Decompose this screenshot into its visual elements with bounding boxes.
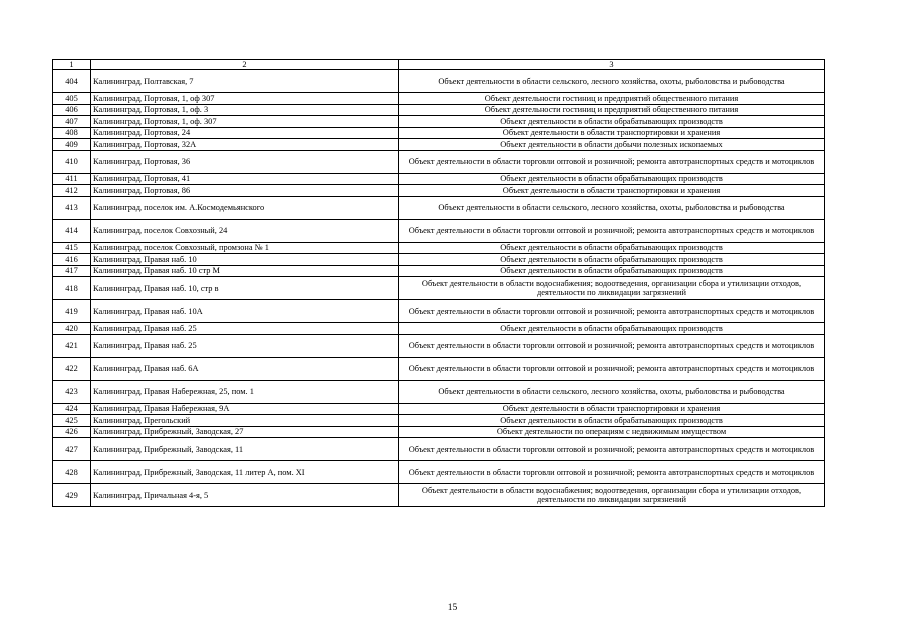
row-activity: Объект деятельности в области торговли оптовой и розничной; ремонта автотранспортных средств и мотоциклов — [399, 357, 825, 380]
table-row — [53, 242, 825, 254]
row-number: 418 — [53, 277, 91, 300]
table-row — [53, 116, 825, 128]
row-number: 412 — [53, 185, 91, 197]
table-row — [53, 461, 825, 484]
row-activity: Объект деятельности гостиниц и предприятий общественного питания — [399, 93, 825, 105]
row-activity: Объект деятельности в области торговли оптовой и розничной; ремонта автотранспортных средств и мотоциклов — [399, 219, 825, 242]
row-number: 416 — [53, 254, 91, 266]
row-number: 404 — [53, 70, 91, 93]
registry-table-body — [53, 60, 825, 507]
row-activity: Объект деятельности в области транспортировки и хранения — [399, 127, 825, 139]
row-number: 428 — [53, 461, 91, 484]
row-number: 405 — [53, 93, 91, 105]
row-activity: Объект деятельности в области обрабатывающих производств — [399, 116, 825, 128]
row-activity: Объект деятельности в области торговли оптовой и розничной; ремонта автотранспортных средств и мотоциклов — [399, 334, 825, 357]
row-activity: Объект деятельности в области транспортировки и хранения — [399, 403, 825, 415]
row-number: 411 — [53, 173, 91, 185]
row-number: 417 — [53, 265, 91, 277]
row-activity: Объект деятельности в области торговли оптовой и розничной; ремонта автотранспортных средств и мотоциклов — [399, 461, 825, 484]
table-row — [53, 254, 825, 266]
row-activity: Объект деятельности в области обрабатывающих производств — [399, 254, 825, 266]
row-activity: Объект деятельности в области сельского, лесного хозяйства, охоты, рыболовства и рыбоводства — [399, 380, 825, 403]
row-address: Калининград, Портовая, 1, оф. 307 — [91, 116, 399, 128]
row-address: Калининград, Портовая, 24 — [91, 127, 399, 139]
row-number: 426 — [53, 426, 91, 438]
table-row — [53, 323, 825, 335]
row-activity: Объект деятельности в области сельского, лесного хозяйства, охоты, рыболовства и рыбоводства — [399, 196, 825, 219]
row-address: Калининград, поселок им. А.Космодемьянского — [91, 196, 399, 219]
row-address: Калининград, поселок Совхозный, 24 — [91, 219, 399, 242]
row-activity: Объект деятельности в области транспортировки и хранения — [399, 185, 825, 197]
table-row — [53, 173, 825, 185]
row-address: Калининград, Правая наб. 10А — [91, 300, 399, 323]
row-activity: Объект деятельности в области водоснабжения; водоотведения, организации сбора и утилизации отходов, деятельности по ликвидации загрязнений — [399, 277, 825, 300]
row-number: 407 — [53, 116, 91, 128]
row-address: Калининград, Причальная 4-я, 5 — [91, 484, 399, 507]
row-address: Калининград, Правая наб. 25 — [91, 334, 399, 357]
header-row — [53, 60, 825, 70]
row-activity: Объект деятельности в области добычи полезных ископаемых — [399, 139, 825, 151]
row-number: 429 — [53, 484, 91, 507]
row-activity: Объект деятельности в области торговли оптовой и розничной; ремонта автотранспортных средств и мотоциклов — [399, 300, 825, 323]
row-address: Калининград, Портовая, 86 — [91, 185, 399, 197]
row-activity: Объект деятельности гостиниц и предприятий общественного питания — [399, 104, 825, 116]
row-address: Калининград, Портовая, 41 — [91, 173, 399, 185]
row-address: Калининград, Портовая, 36 — [91, 150, 399, 173]
row-activity: Объект деятельности в области обрабатывающих производств — [399, 265, 825, 277]
row-number: 425 — [53, 415, 91, 427]
registry-table — [52, 59, 825, 507]
row-address: Калининград, Правая Набережная, 9А — [91, 403, 399, 415]
row-activity: Объект деятельности по операциям с недвижимым имуществом — [399, 426, 825, 438]
table-row — [53, 415, 825, 427]
row-number: 427 — [53, 438, 91, 461]
row-address: Калининград, Прибрежный, Заводская, 11 литер А, пом. XI — [91, 461, 399, 484]
table-row — [53, 403, 825, 415]
table-row — [53, 438, 825, 461]
row-number: 414 — [53, 219, 91, 242]
row-number: 423 — [53, 380, 91, 403]
row-number: 419 — [53, 300, 91, 323]
table-row — [53, 334, 825, 357]
row-address: Калининград, Портовая, 32А — [91, 139, 399, 151]
table-row — [53, 300, 825, 323]
row-number: 409 — [53, 139, 91, 151]
table-row — [53, 185, 825, 197]
row-address: Калининград, Правая наб. 10 — [91, 254, 399, 266]
row-address: Калининград, Правая наб. 10 стр М — [91, 265, 399, 277]
row-number: 420 — [53, 323, 91, 335]
table-row — [53, 127, 825, 139]
row-address: Калининград, Портовая, 1, оф 307 — [91, 93, 399, 105]
row-number: 413 — [53, 196, 91, 219]
row-activity: Объект деятельности в области обрабатывающих производств — [399, 173, 825, 185]
row-number: 421 — [53, 334, 91, 357]
table-row — [53, 139, 825, 151]
row-number: 424 — [53, 403, 91, 415]
table-row — [53, 357, 825, 380]
table-row — [53, 70, 825, 93]
row-activity: Объект деятельности в области торговли оптовой и розничной; ремонта автотранспортных средств и мотоциклов — [399, 438, 825, 461]
table-row — [53, 219, 825, 242]
row-address: Калининград, Прибрежный, Заводская, 27 — [91, 426, 399, 438]
page-number: 15 — [447, 603, 458, 613]
row-activity: Объект деятельности в области обрабатывающих производств — [399, 415, 825, 427]
row-activity: Объект деятельности в области обрабатывающих производств — [399, 323, 825, 335]
row-number: 406 — [53, 104, 91, 116]
row-address: Калининград, Правая наб. 6А — [91, 357, 399, 380]
row-number: 415 — [53, 242, 91, 254]
row-activity: Объект деятельности в области торговли оптовой и розничной; ремонта автотранспортных средств и мотоциклов — [399, 150, 825, 173]
table-row — [53, 104, 825, 116]
row-address: Калининград, поселок Совхозный, промзона № 1 — [91, 242, 399, 254]
row-number: 408 — [53, 127, 91, 139]
table-row — [53, 277, 825, 300]
row-activity: Объект деятельности в области водоснабжения; водоотведения, организации сбора и утилизации отходов, деятельности по ликвидации загрязнений — [399, 484, 825, 507]
header-col-3: 3 — [399, 60, 825, 70]
table-row — [53, 426, 825, 438]
row-address: Калининград, Прибрежный, Заводская, 11 — [91, 438, 399, 461]
row-address: Калининград, Полтавская, 7 — [91, 70, 399, 93]
row-address: Калининград, Правая наб. 10, стр в — [91, 277, 399, 300]
table-row — [53, 196, 825, 219]
header-col-1: 1 — [53, 60, 91, 70]
table-row — [53, 380, 825, 403]
table-row — [53, 93, 825, 105]
row-activity: Объект деятельности в области обрабатывающих производств — [399, 242, 825, 254]
row-number: 410 — [53, 150, 91, 173]
table-row — [53, 265, 825, 277]
row-address: Калининград, Прегольский — [91, 415, 399, 427]
table-row — [53, 484, 825, 507]
row-activity: Объект деятельности в области сельского, лесного хозяйства, охоты, рыболовства и рыбоводства — [399, 70, 825, 93]
row-address: Калининград, Портовая, 1, оф. 3 — [91, 104, 399, 116]
row-address: Калининград, Правая наб. 25 — [91, 323, 399, 335]
row-address: Калининград, Правая Набережная, 25, пом. 1 — [91, 380, 399, 403]
header-col-2: 2 — [91, 60, 399, 70]
table-row — [53, 150, 825, 173]
row-number: 422 — [53, 357, 91, 380]
